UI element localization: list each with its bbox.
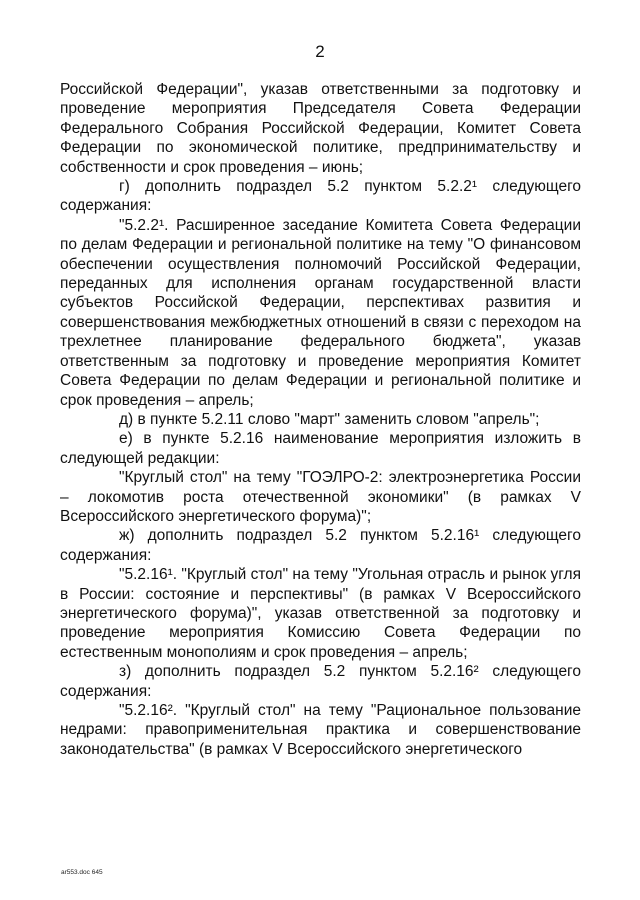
page-number: 2 <box>315 42 325 61</box>
paragraph: ж) дополнить подраздел 5.2 пунктом 5.2.16¹ следующего содержания: <box>60 527 581 564</box>
paragraph: Российской Федерации", указав ответственными за подготовку и проведение мероприятия Председателя Совета Федерации Федерального Собрания Российской Федерации, Комитет Совета Федерации по экономической политике, предпринимательству и собственности и срок проведения – июнь; <box>60 81 581 176</box>
paragraph: "5.2.16². "Круглый стол" на тему "Рациональное пользование недрами: правоприменительная практика и совершенствование законодательства" (в рамках V Всероссийского энергетического <box>60 702 581 758</box>
paragraph: г) дополнить подраздел 5.2 пунктом 5.2.2¹ следующего содержания: <box>60 178 581 215</box>
paragraph: "Круглый стол" на тему "ГОЭЛРО-2: электроэнергетика России – локомотив роста отечественной экономики" (в рамках V Всероссийского энергетического форума)"; <box>60 469 581 525</box>
document-file-code: ar553.doc 645 <box>61 869 103 876</box>
paragraph: "5.2.2¹. Расширенное заседание Комитета Совета Федерации по делам Федерации и региональной политике на тему "О финансовом обеспечении осуществления полномочий Российской Федерации, переданных для исполнения органам государственной власти субъектов Российской Федерации, перспективах развития и совершенствования межбюджетных отношений в связи с переходом на трехлетнее планирование федерального бюджета", указав ответственным за подготовку и проведение мероприятия Комитет Совета Федерации по делам Федерации и региональной политике и срок проведения – апрель; <box>60 216 581 409</box>
paragraph: "5.2.16¹. "Круглый стол" на тему "Угольная отрасль и рынок угля в России: состояние и перспективы" (в рамках V Всероссийского энергетического форума)", указав ответственной за подготовку и проведение мероприятия Комиссию Совета Федерации по естественным монополиям и срок проведения – апрель; <box>60 566 581 661</box>
paragraph: е) в пункте 5.2.16 наименование мероприятия изложить в следующей редакции: <box>60 430 581 467</box>
paragraph: д) в пункте 5.2.11 слово "март" заменить словом "апрель"; <box>119 410 540 428</box>
paragraph: з) дополнить подраздел 5.2 пунктом 5.2.16² следующего содержания: <box>60 663 581 700</box>
document-body <box>60 80 581 759</box>
